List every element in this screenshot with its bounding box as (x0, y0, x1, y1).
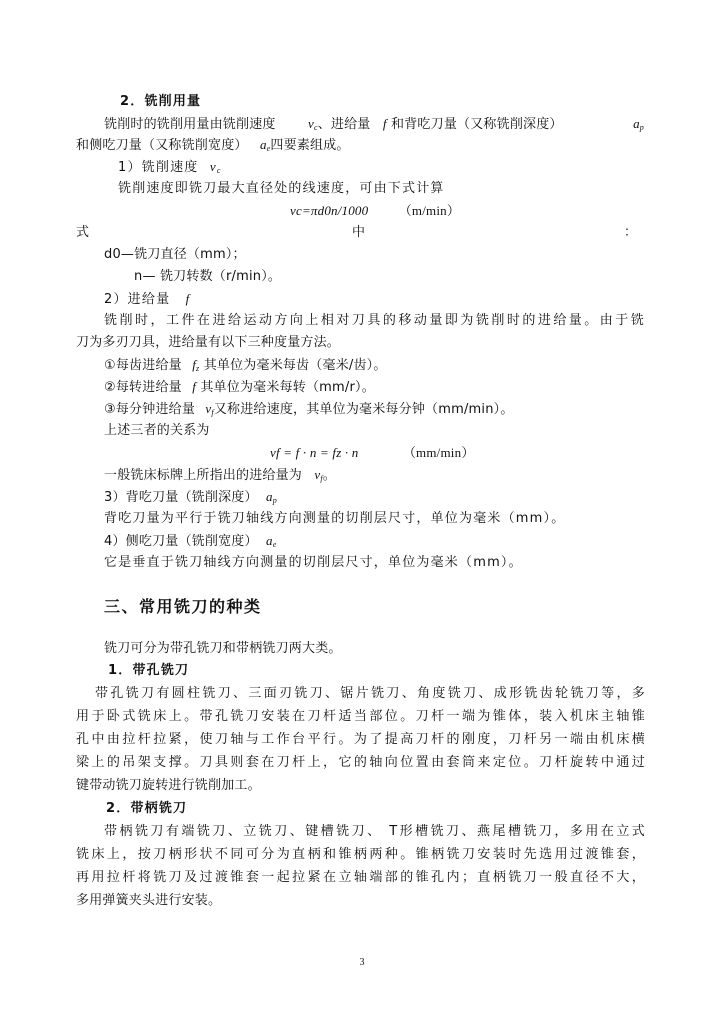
intro-line-2 (76, 137, 350, 154)
feed-item2-label: ②每转进给量 (104, 380, 182, 395)
shank-cutters-line-2: 铣床上，按刀柄形状不同可分为直柄和锥柄两种。锥柄铣刀安装时先选用过渡锥套， (76, 847, 645, 862)
symbol-vf: $v_f$ (205, 401, 214, 417)
symbol-vc-title: $v_c$ (209, 159, 222, 175)
symbol-vf-note: $v_f$ (314, 467, 323, 483)
hole-cutters-line-1: 带孔铣刀有圆柱铣刀、三面刃铣刀、锯片铣刀、角度铣刀、成形铣齿轮铣刀等，多 (95, 686, 645, 701)
intro-text-d: 和侧吃刀量（又称铣削宽度） (76, 138, 248, 153)
symbol-f: f (382, 116, 387, 131)
where-right: ： (624, 225, 638, 240)
intro-text-e: 四要素组成。 (270, 138, 350, 153)
symbol-ae-title: $a_e$ (266, 533, 277, 549)
symbol-vc: $v_c$ (307, 116, 318, 132)
cutter-types-intro: 铣刀可分为带孔铣刀和带柄铣刀两大类。 (104, 641, 342, 656)
shank-cutters-line-4: 多用弹簧夹头进行安装。 (76, 893, 222, 908)
feed-item1-text: 其单位为毫米每齿（毫米/齿）。 (203, 358, 387, 373)
where-mid: 中 (352, 225, 366, 240)
shank-cutters-line-3: 再用拉杆将铣刀及过渡锥套一起拉紧在立轴端部的锥孔内；直柄铣刀一般直径不大， (76, 870, 645, 885)
where-left: 式 (76, 225, 90, 240)
symbol-ap-title: $a_p$ (266, 489, 277, 505)
intro-text-a: 铣削时的铣削用量由铣削速度 (104, 117, 276, 132)
symbol-fz: $f_z$ (192, 357, 200, 373)
feed-title (104, 291, 190, 308)
subheading-hole-cutters: 1．带孔铣刀 (108, 663, 190, 678)
feed-formula-unit: （mm/min） (402, 445, 475, 460)
width-description: 它是垂直于铣刀轴线方向测量的切削层尺寸，单位为毫米（mm）。 (104, 555, 523, 570)
shank-cutters-line-1: 带柄铣刀有端铣刀、立铣刀、键槽铣刀、 T形槽铣刀、燕尾槽铣刀，多用在立式 (104, 824, 645, 839)
n-definition: n— 铣刀转数（r/min）。 (134, 269, 282, 284)
section-heading-cutter-types: 三、常用铣刀的种类 (104, 597, 262, 616)
symbol-ae: $a_e$ (259, 137, 271, 153)
feed-note-text: 一般铣床标牌上所指出的进给量为 (104, 468, 303, 483)
hole-cutters-line-4: 梁上的吊架支撑。刀具则套在刀杆上，它的轴向位置由套筒来定位。刀杆旋转中通过 (76, 755, 645, 770)
feed-item3-label: ③每分钟进给量 (104, 402, 196, 417)
feed-item-per-rev (104, 379, 375, 396)
feed-item3-text: 又称进给速度，其单位为毫米每分钟（mm/min）。 (213, 402, 514, 417)
feed-item2-text: 其单位为毫米每转（mm/r）。 (200, 380, 375, 395)
speed-formula: vc=πd0n/1000 (290, 203, 369, 218)
feed-note-end: 。 (322, 468, 336, 483)
feed-formula: vf = f · n = fz · n (270, 445, 359, 460)
feed-title-text: 2）进给量 (104, 292, 171, 307)
hole-cutters-line-5: 键带动铣刀旋转进行铣削加工。 (76, 778, 261, 793)
d0-definition: d0—铣刀直径（mm）； (104, 247, 246, 262)
depth-description: 背吃刀量为平行于铣刀轴线方向测量的切削层尺寸，单位为毫米（mm）。 (104, 511, 566, 526)
symbol-ap: $a_p$ (633, 116, 644, 132)
intro-text-c: 和背吃刀量（又称铣削深度） (391, 117, 563, 132)
intro-text-b: 、进给量 (317, 117, 371, 132)
width-title (104, 533, 276, 550)
feed-paragraph-line-2: 刀为多刃刀具，进给量有以下三种度量方法。 (76, 335, 341, 350)
feed-item1-label: ①每齿进给量 (104, 358, 182, 373)
feed-item-per-minute (104, 401, 514, 418)
symbol-f-item2: f (192, 379, 197, 394)
feed-relation: 上述三者的关系为 (104, 423, 210, 438)
feed-item-per-tooth (104, 357, 387, 374)
depth-title-text: 3）背吃刀量（铣削深度） (104, 490, 258, 505)
section-heading-cutting-parameters: 2．铣削用量 (120, 94, 202, 109)
hole-cutters-line-3: 孔中由拉杆拉紧，使刀轴与工作台平行。为了提高刀杆的刚度，刀杆另一端由机床横 (76, 732, 645, 747)
hole-cutters-line-2: 用于卧式铣床上。带孔铣刀安装在刀杆适当部位。刀杆一端为锥体，装入机床主轴锥 (76, 709, 645, 724)
depth-title (104, 489, 277, 506)
speed-title (118, 159, 222, 176)
feed-formula-line (270, 445, 475, 462)
intro-line-1 (104, 116, 644, 133)
speed-title-text: 1）铣削速度 (118, 160, 199, 175)
speed-formula-line (290, 203, 460, 220)
feed-note (104, 467, 336, 484)
speed-description: 铣削速度即铣刀最大直径处的线速度，可由下式计算 (118, 181, 445, 196)
page-number: 3 (359, 957, 365, 968)
subheading-shank-cutters: 2．带柄铣刀 (106, 801, 188, 816)
width-title-text: 4）侧吃刀量（铣削宽度） (104, 534, 258, 549)
symbol-f-title: f (185, 291, 191, 306)
feed-paragraph-line-1: 铣削时，工件在进给运动方向上相对刀具的移动量即为铣削时的进给量。由于铣 (104, 313, 644, 328)
speed-formula-unit: （m/min） (398, 203, 461, 218)
